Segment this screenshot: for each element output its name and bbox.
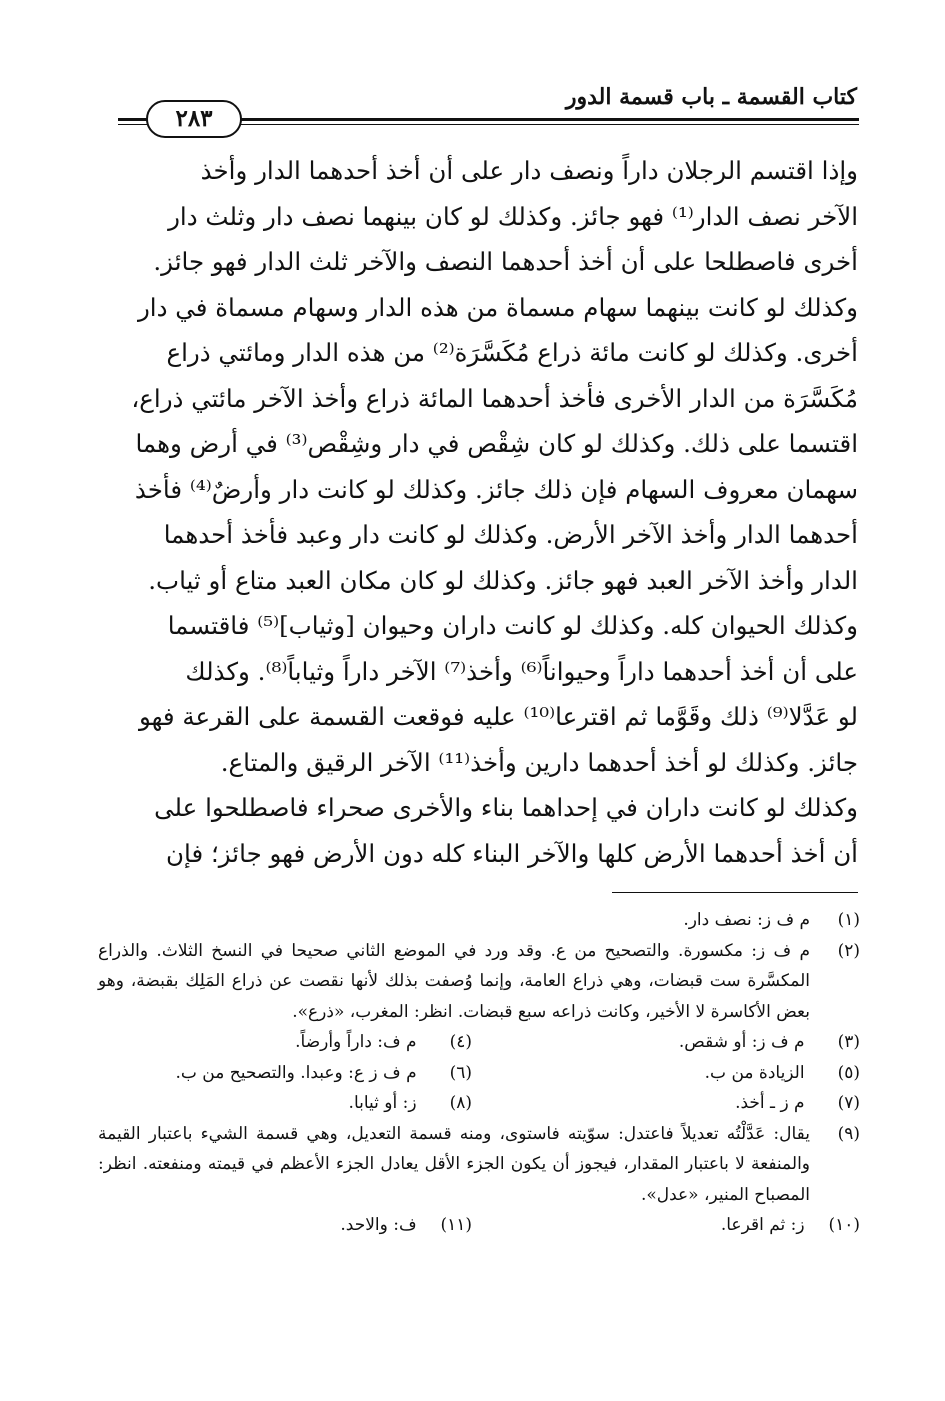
footnote-number: (٤) — [449, 1032, 472, 1052]
footnote-number: (٨) — [449, 1093, 472, 1113]
footnote-text: ز: أو ثيابا. — [348, 1093, 417, 1113]
footnote-row — [98, 1210, 860, 1241]
text-line: أخرى. وكذلك لو كانت مائة ذراع مُكَسَّرَة⁽²⁾ من هذه الدار ومائتي ذراع — [166, 338, 858, 367]
footnote-number: (١) — [837, 910, 860, 930]
footnote-separator — [612, 892, 858, 893]
text-line: أخرى فاصطلحا على أن أخذ أحدهما النصف والآخر ثلث الدار فهو جائز. — [153, 247, 858, 276]
footnote-number: (٦) — [449, 1062, 472, 1083]
footnote-number: (٢) — [837, 940, 860, 961]
footnote-text: ف: والاحد. — [340, 1215, 417, 1235]
text-line: وكذلك الحيوان كله. وكذلك لو كانت داران وحيوان [وثياب]⁽⁵⁾ فاقتسما — [167, 611, 858, 640]
footnote-row — [98, 1027, 860, 1058]
footnote-row — [98, 1058, 860, 1089]
footnote-8 — [349, 1088, 472, 1119]
running-title: كتاب القسمة ـ باب قسمة الدور — [565, 84, 857, 110]
footnotes — [98, 905, 860, 1241]
footnote-7 — [735, 1088, 860, 1119]
text-line: وكذلك لو كانت بينهما سهام مسماة من هذه الدار وسهام مسماة في دار — [137, 292, 858, 322]
footnote-text: يقال: عَدَّلْتُه تعديلاً فاعتدل: سوّيته فاستوى، ومنه قسمة التعديل، وهي قسمة الشيء باعتبار القيمة والمنفعة لا باعتبار المقدار، فيجوز أن يكون الجزء الأقل يعادل الجزء الأعظم في قيمته ومنفعته. انظر: المصباح المنير، «عدل». — [98, 1123, 810, 1205]
footnote-row — [98, 1088, 860, 1119]
text-line: اقتسما على ذلك. وكذلك لو كان شِقْص في دار وشِقْص⁽³⁾ في أرض وهما — [135, 429, 858, 458]
page-number: ٢٨٣ — [146, 100, 242, 138]
text-line: الآخر نصف الدار⁽¹⁾ فهو جائز. وكذلك لو كان بينهما نصف دار وثلث دار — [168, 201, 858, 231]
footnote-1 — [98, 905, 860, 936]
footnote-number: (٧) — [837, 1093, 860, 1113]
text-line: أحدهما الدار وأخذ الآخر الأرض. وكذلك لو كانت دار وعبد فأخذ أحدهما — [163, 520, 858, 549]
footnote-text: م ف ز: أو شقص. — [678, 1032, 805, 1052]
footnote-10 — [721, 1210, 860, 1241]
text-line: وإذا اقتسم الرجلان داراً ونصف دار على أن أخذ أحدهما الدار وأخذ — [200, 156, 858, 185]
footnote-2 — [98, 936, 860, 1028]
footnote-text: م ف ز ع: وعبدا. والتصحيح من ب. — [175, 1062, 417, 1083]
footnote-4 — [295, 1027, 472, 1058]
text-line: لو عَدَّلا⁽⁹⁾ ذلك وقَوَّما ثم اقترعا⁽¹⁰⁾ عليه فوقعت القسمة على القرعة فهو — [138, 702, 858, 731]
footnote-number: (٣) — [837, 1032, 860, 1052]
footnote-number: (١١) — [440, 1215, 472, 1235]
text-line: جائز. وكذلك لو أخذ أحدهما دارين وأخذ⁽¹¹⁾ الآخر الرقيق والمتاع. — [220, 747, 858, 777]
text-line: الدار وأخذ الآخر العبد فهو جائز. وكذلك لو كان مكان العبد متاع أو ثياب. — [148, 565, 858, 595]
footnote-5 — [705, 1058, 860, 1089]
text-line: على أن أخذ أحدهما داراً وحيواناً⁽⁶⁾ وأخذ⁽⁷⁾ الآخر داراً وثياباً⁽⁸⁾. وكذلك — [185, 656, 858, 686]
footnote-text: م ف ز: مكسورة. والتصحيح من ع. وقد ورد في الموضع الثاني صحيحا في النسخ الثلاث. والذراع المكسَّرة ست قبضات، وهي ذراع العامة، وإنما وُصفت بذلك لأنها نقصت عن ذراع المَلِك بقبضة، وهو بعض الأكاسرة لا الأخير، وكانت ذراعه سبع قبضات. انظر: المغرب، «ذرع». — [98, 940, 810, 1022]
footnote-6 — [175, 1058, 472, 1089]
text-line: سهمان معروف السهام فإن ذلك جائز. وكذلك لو كانت دار وأرضٌ⁽⁴⁾ فأخذ — [134, 474, 858, 504]
footnote-text: م ف ز: نصف دار. — [683, 910, 810, 930]
footnote-number: (٥) — [837, 1062, 860, 1083]
footnote-text: م ز ـ أخذ. — [735, 1093, 805, 1113]
footnote-text: ز: ثم اقرعا. — [720, 1215, 805, 1235]
footnote-11 — [340, 1210, 472, 1241]
footnote-text: الزيادة من ب. — [704, 1062, 805, 1083]
footnote-number: (١٠) — [828, 1215, 860, 1235]
text-line: وكذلك لو كانت داران في إحداهما بناء والأخرى صحراء فاصطلحوا على — [154, 793, 858, 822]
footnote-text: م ف: داراً وأرضاً. — [295, 1032, 417, 1052]
text-line: أن أخذ أحدهما الأرض كلها والآخر البناء كله دون الأرض فهو جائز؛ فإن — [166, 838, 858, 868]
footnote-number: (٩) — [837, 1123, 860, 1144]
footnote-9 — [98, 1119, 860, 1211]
footnote-3 — [679, 1027, 860, 1058]
main-text — [98, 148, 858, 876]
text-line: مُكَسَّرَة من الدار الأخرى فأخذ أحدهما المائة ذراع وأخذ الآخر مائتي ذراع، — [131, 383, 858, 413]
